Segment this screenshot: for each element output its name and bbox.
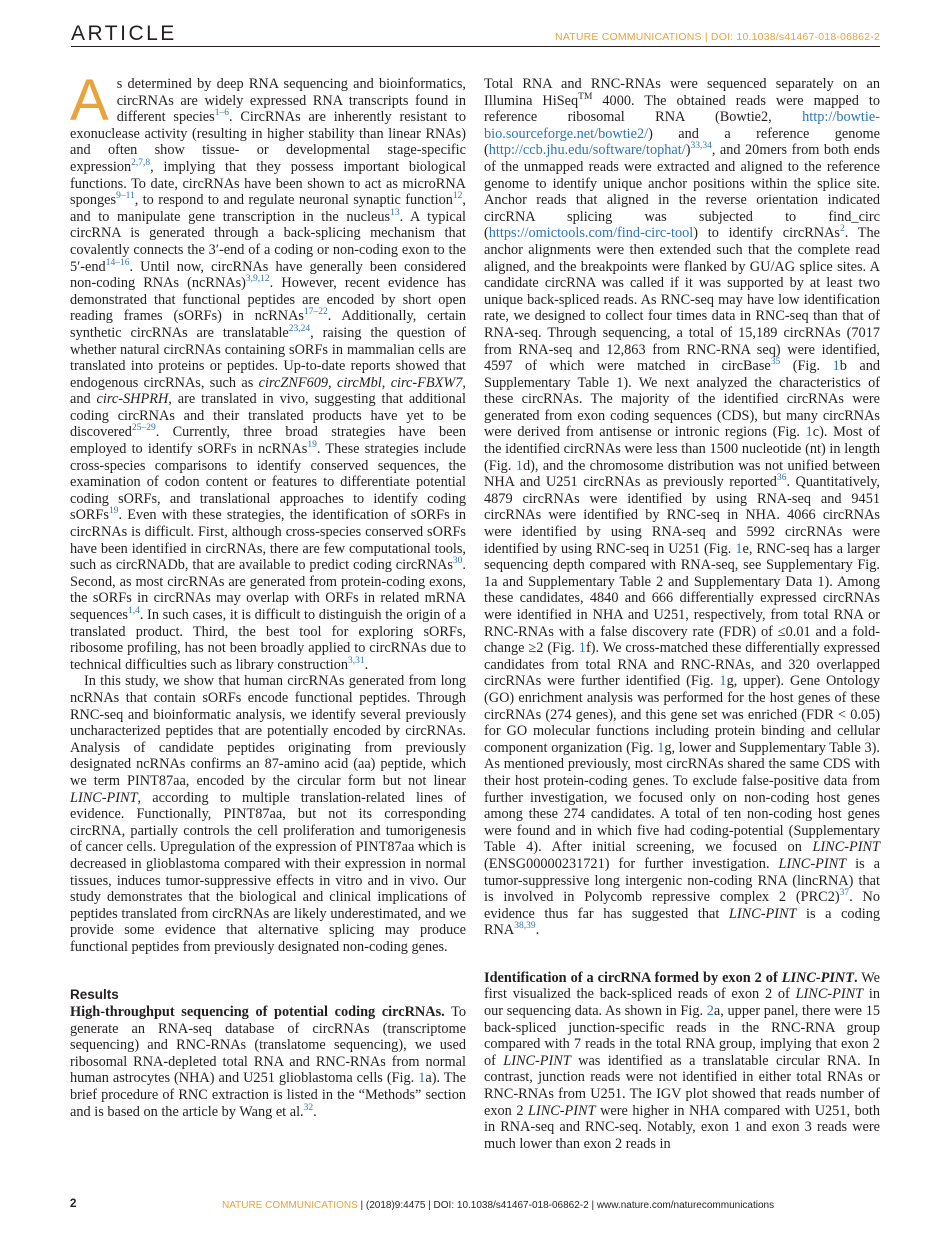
gene-name: LINC-PINT xyxy=(781,969,854,986)
text: d), and the chromosome distribution was not unified between NHA and U251 circRNAs as previously reported xyxy=(484,457,880,491)
intro-paragraph xyxy=(70,68,467,673)
header-divider xyxy=(71,46,880,47)
text: 4000. The obtained reads were mapped to reference ribosomal RNA (Bowtie2, xyxy=(484,92,880,126)
page-number: 2 xyxy=(70,1198,77,1210)
text: We first visualized the back-spliced reads of exon 2 of xyxy=(484,969,881,1003)
figure-link[interactable]: 1 xyxy=(515,457,523,474)
gene-name: circZNF609 xyxy=(258,374,329,391)
citation-link[interactable]: 12 xyxy=(452,191,463,202)
citation-link[interactable]: 17–22 xyxy=(303,307,328,318)
section-label: ARTICLE xyxy=(71,22,177,45)
text: Identification of a circRNA formed by exon 2 of xyxy=(484,969,782,986)
figure-link[interactable]: 1 xyxy=(657,739,665,756)
footer-citation xyxy=(222,1200,774,1211)
figure-link[interactable]: 1 xyxy=(832,358,840,375)
gene-name: LINC-PINT xyxy=(795,986,864,1003)
figure-link[interactable]: 2 xyxy=(706,1003,714,1020)
subsection-heading: High-throughput sequencing of potential coding circRNAs. xyxy=(70,1004,445,1021)
citation-link[interactable]: 19 xyxy=(307,440,317,451)
tophat-link[interactable]: http://ccb.jhu.edu/software/tophat/ xyxy=(488,142,686,159)
gene-name: circ-SHPRH xyxy=(96,391,169,408)
text: . Currently, three broad strategies have been employed to identify sORFs in ncRNAs xyxy=(70,424,466,458)
gene-name: LINC-PINT xyxy=(70,789,138,806)
text: . These strategies include cross-species comparisons to identify conserved sequences, the examination of codon content or features to differentiate potential coding sORFs, and translational approaches to identify coding sORFs xyxy=(70,441,466,524)
figure-link[interactable]: 1 xyxy=(418,1070,426,1087)
text: , implying that they possess important biological functions. To date, circRNAs have been shown to act as microRNA sponges xyxy=(70,158,466,209)
text: . xyxy=(313,1103,317,1120)
text: was identified as a translatable circular RNA. In contrast, junction reads were not identified in either total RNAs or RNC-RNAs from U251. The IGV plot showed that reads number of exon 2 xyxy=(484,1052,880,1119)
text: , raising the question of whether natural circRNAs containing sORFs in mammalian cells are translated into proteins or peptides. Up-to-date reports showed that endogenous circRNAs, such as xyxy=(70,324,467,391)
text: , xyxy=(328,374,337,391)
subsection-heading xyxy=(484,970,858,986)
citation-link[interactable]: 38,39 xyxy=(514,921,536,932)
citation-link[interactable]: 36 xyxy=(776,473,787,484)
citation-link[interactable]: 2 xyxy=(839,224,845,235)
citation-link[interactable]: 1,4 xyxy=(127,606,140,616)
text: , are translated in vivo, suggesting that additional coding circRNAs and their translated products have yet to be discovered xyxy=(70,391,467,441)
citation-link[interactable]: 1–6 xyxy=(214,108,229,119)
citation-link[interactable]: 14–16 xyxy=(105,257,130,268)
text: . Second, as most circRNAs are generated from protein-coding exons, the sORFs in circRNAs may overlap with ORFs in related mRNA sequences xyxy=(70,557,466,623)
citation-link[interactable]: 37 xyxy=(839,888,850,899)
results-heading: Results xyxy=(70,987,119,1003)
text: To generate an RNA-seq database of circRNAs (transcriptome sequencing) and RNC-RNAs (translatome sequencing), we used ribosomal RNA-depleted total RNA and RNC-RNAs from normal human astrocytes (NHA) and U251 glioblastoma cells (Fig. xyxy=(70,1004,466,1087)
text: s determined by deep RNA sequencing and bioinformatics, circRNAs are widely expressed RNA transcripts found in different species xyxy=(116,76,466,126)
text: (ENSG00000231721) for further investigation. xyxy=(484,855,779,872)
text: In this study, we show that human circRNAs generated from long ncRNAs that contain sORFs encode functional peptides. Through RNC-seq and bioinformatic analysis, we identify several previously uncharacterized peptides that are potentially encoded by circRNAs. Analysis of candidate peptides originating from previously designated ncRNAs confirms an 87-amino acid (aa) peptide, which we term PINT87aa, encoded by the circular form but not linear xyxy=(70,673,466,789)
citation-link[interactable]: 33,34 xyxy=(690,141,712,152)
citation-link[interactable]: 23,24 xyxy=(288,323,311,334)
citation-link[interactable]: 3,31 xyxy=(348,655,365,666)
gene-name: LINC-PINT xyxy=(503,1052,571,1069)
text: . xyxy=(364,656,369,673)
gene-name: LINC-PINT xyxy=(812,839,880,856)
citation-link[interactable]: 9–11 xyxy=(116,191,135,202)
text: a). The brief procedure of RNC extraction is listed in the “Methods” section and is based on the article by Wang et al. xyxy=(70,1070,466,1120)
text: , according to multiple translation-related lines of evidence. Functionally, PINT87aa, but not its corresponding circRNA, partially controls the cell proliferation and tumorigenesis of cancer cells. Upregulation of the expression of PINT87aa which is decreased in glioblastoma compared with their expression in normal tissues, induces tumor-suppressive effects in vitro and in vivo. Our study demonstrates that the biological and clinical implications of peptides translated from circRNAs are likely underestimated, and we provide some evidence that alternative splicing may produce functional peptides from previously designated non-coding genes. xyxy=(70,789,466,955)
drop-cap: A xyxy=(70,68,109,133)
find-circ-link[interactable]: https://omictools.com/find-circ-tool xyxy=(488,225,694,242)
text: . However, recent evidence has demonstrated that functional peptides are encoded by short open reading frames (sORFs) in ncRNAs xyxy=(70,275,466,325)
footer-details[interactable]: | (2018)9:4475 | DOI: 10.1038/s41467-018-06862-2 | www.nature.com/naturecommunications xyxy=(357,1200,775,1211)
text: in our sequencing data. As shown in Fig. xyxy=(484,986,881,1020)
footer-journal: NATURE COMMUNICATIONS xyxy=(222,1200,358,1211)
text: . Until now, circRNAs have generally been considered non-coding RNAs (ncRNAs) xyxy=(70,258,466,292)
gene-name: circMbl xyxy=(337,374,382,391)
text: , and to manipulate gene transcription in the nucleus xyxy=(70,192,466,225)
text: , xyxy=(381,374,391,391)
identification-paragraph xyxy=(484,970,880,1153)
citation-link[interactable]: 13 xyxy=(390,207,400,218)
text: b and Supplementary Table 1). We next analyzed the characteristics of these circRNAs. The majority of the identified circRNAs were generated from exon coding sequences (CDS), but many circRNAs were derived from antisense or intronic regions (Fig. xyxy=(484,358,880,441)
figure-link[interactable]: 1 xyxy=(735,540,743,557)
text: were higher in NHA compared with U251, both in RNA-seq and RNC-seq. Notably, exon 1 and exon 3 reads were much lower than exon 2 reads in xyxy=(484,1102,880,1152)
left-column xyxy=(70,68,467,1120)
text: . xyxy=(854,969,858,986)
citation-link[interactable]: 25–29 xyxy=(131,423,156,434)
text: g, upper). Gene Ontology (GO) enrichment analysis was performed for the host genes of these circRNAs (274 genes), and this gene set was enriched (FDR < 0.05) for GO molecular functions including protein binding and cellular component organization (Fig. xyxy=(484,673,880,756)
bowtie-link[interactable]: http://bowtie-bio.sourceforge.net/bowtie2/ xyxy=(484,109,880,142)
text: . Quantitatively, 4879 circRNAs were identified by using RNA-seq and 9451 circRNAs were identified by RNC-seq in NHA. 4066 circRNAs were identified by using RNA-seq and 5992 circRNAs were identified by using RNC-seq in U251 (Fig. xyxy=(484,474,880,557)
citation-link[interactable]: 3,9,12 xyxy=(245,274,270,285)
text: is a tumor-suppressive long intergenic non-coding RNA (lincRNA) that is involved in Polycomb repressive complex 2 (PRC2) xyxy=(484,855,880,906)
text: . In such cases, it is difficult to distinguish the origin of a translated product. Third, the best tool for exploring sORFs, ribosome profiling, has not been broadly applied to circRNAs due to technical difficulties such as library construction xyxy=(70,607,466,673)
text: . The anchor alignments were then extended such that the complete read aligned, and the breakpoints were flanked by GU/AG splice sites. A candidate circRNA was called if it was supported by at least two unique back-spliced reads. As RNC-seq may have low identification rate, we designed to collect four times data in RNC-seq than that of RNA-seq. Through sequencing, a total of 15,189 circRNAs (7017 from RNA-seq and 12,863 from RNC-RNA seq) were identified, 4597 of which were matched in circBase xyxy=(484,225,881,375)
text: . A typical circRNA is generated through a back-splicing mechanism that covalently connects the 3′-end of a coding or non-coding exon to the 5′-end xyxy=(70,208,467,275)
study-summary-paragraph xyxy=(70,673,466,955)
citation-link[interactable]: 30 xyxy=(452,556,463,567)
sequencing-paragraph xyxy=(484,76,880,939)
text: , to respond to and regulate neuronal synaptic function xyxy=(134,192,453,209)
text: , and 20mers from both ends of the unmapped reads were extracted and aligned to the reference genome to identify unique anchor positions within the splice site. Anchor reads that aligned in the reverse orientation indicated circRNA splicing was subjected to find_circ ( xyxy=(484,142,880,242)
citation-link[interactable]: 32 xyxy=(303,1102,314,1113)
text: a, upper panel, there were 15 back-spliced junction-specific reads in the RNC-RNA group compared with 7 reads in the total RNA group, implying that exon 2 of xyxy=(484,1003,880,1069)
citation-link[interactable]: 2,7,8 xyxy=(131,157,151,168)
results-paragraph xyxy=(70,1004,466,1120)
text: . xyxy=(535,922,540,939)
text: is a coding RNA xyxy=(484,905,880,939)
text: c). Most of the identified circRNAs were less than 1500 nucleotide (nt) in length (Fig. xyxy=(484,424,880,474)
right-column xyxy=(484,76,880,1152)
text: . No evidence thus far has suggested that xyxy=(484,889,881,922)
text: ) to identify circRNAs xyxy=(693,225,840,242)
gene-name: LINC-PINT xyxy=(778,855,847,872)
journal-reference[interactable]: NATURE COMMUNICATIONS | DOI: 10.1038/s41467-018-06862-2 xyxy=(555,31,880,43)
text: ) and a reference genome ( xyxy=(484,125,880,159)
text: . Even with these strategies, the identification of sORFs in circRNAs is difficult. First, although cross-species conserved sORFs have been identified in circRNAs, there are few computational tools, such as circRNADb, that are available to predict coding circRNAs xyxy=(70,507,466,574)
trademark: TM xyxy=(578,91,593,102)
citation-link[interactable]: 19 xyxy=(108,506,119,517)
text: (Fig. xyxy=(780,358,833,375)
text: ) xyxy=(685,142,691,159)
figure-link[interactable]: 1 xyxy=(719,673,727,690)
citation-link[interactable]: 35 xyxy=(770,357,781,368)
gene-name: LINC-PINT xyxy=(528,1102,596,1119)
text: e, RNC-seq has a larger sequencing depth compared with RNA-seq, see Supplementary Fig. 1a and Supplementary Table 2 and Supplementary Data 1). Among these candidates, 4840 and 666 differentially expressed circRNAs were identified in NHA and U251, respectively, from total RNA or RNC-RNAs with a false discovery rate (FDR) of ≤0.01 and a fold-change ≥2 (Fig. xyxy=(484,540,880,657)
figure-link[interactable]: 1 xyxy=(578,640,586,657)
text: , and xyxy=(70,374,466,408)
gene-name: LINC-PINT xyxy=(728,905,797,922)
text: g, lower and Supplementary Table 3). As mentioned previously, most circRNAs shared the same CDS with their host protein-coding genes. To exclude false-positive data from further investigation, we focused only on non-coding host genes among these 274 candidates. A total of ten non-coding host genes were found and in which five had coding-potential (Supplementary Table 4). After initial screening, we focused on xyxy=(484,739,880,856)
gene-name: circ-FBXW7 xyxy=(390,374,463,391)
text: Total RNA and RNC-RNAs were sequenced separately on an Illumina HiSeq xyxy=(484,76,880,109)
text: . Additionally, certain synthetic circRNAs are translatable xyxy=(70,308,466,341)
figure-link[interactable]: 1 xyxy=(805,424,813,441)
text: f). We cross-matched these differentially expressed candidates from total RNA and RNC-RNAs, and 320 overlapped circRNAs were further identified (Fig. xyxy=(484,640,881,690)
text: . CircRNAs are inherently resistant to exonuclease activity (resulting in higher stability than linear RNAs) and often show tissue- or developmental stage-specific expression xyxy=(70,109,466,175)
